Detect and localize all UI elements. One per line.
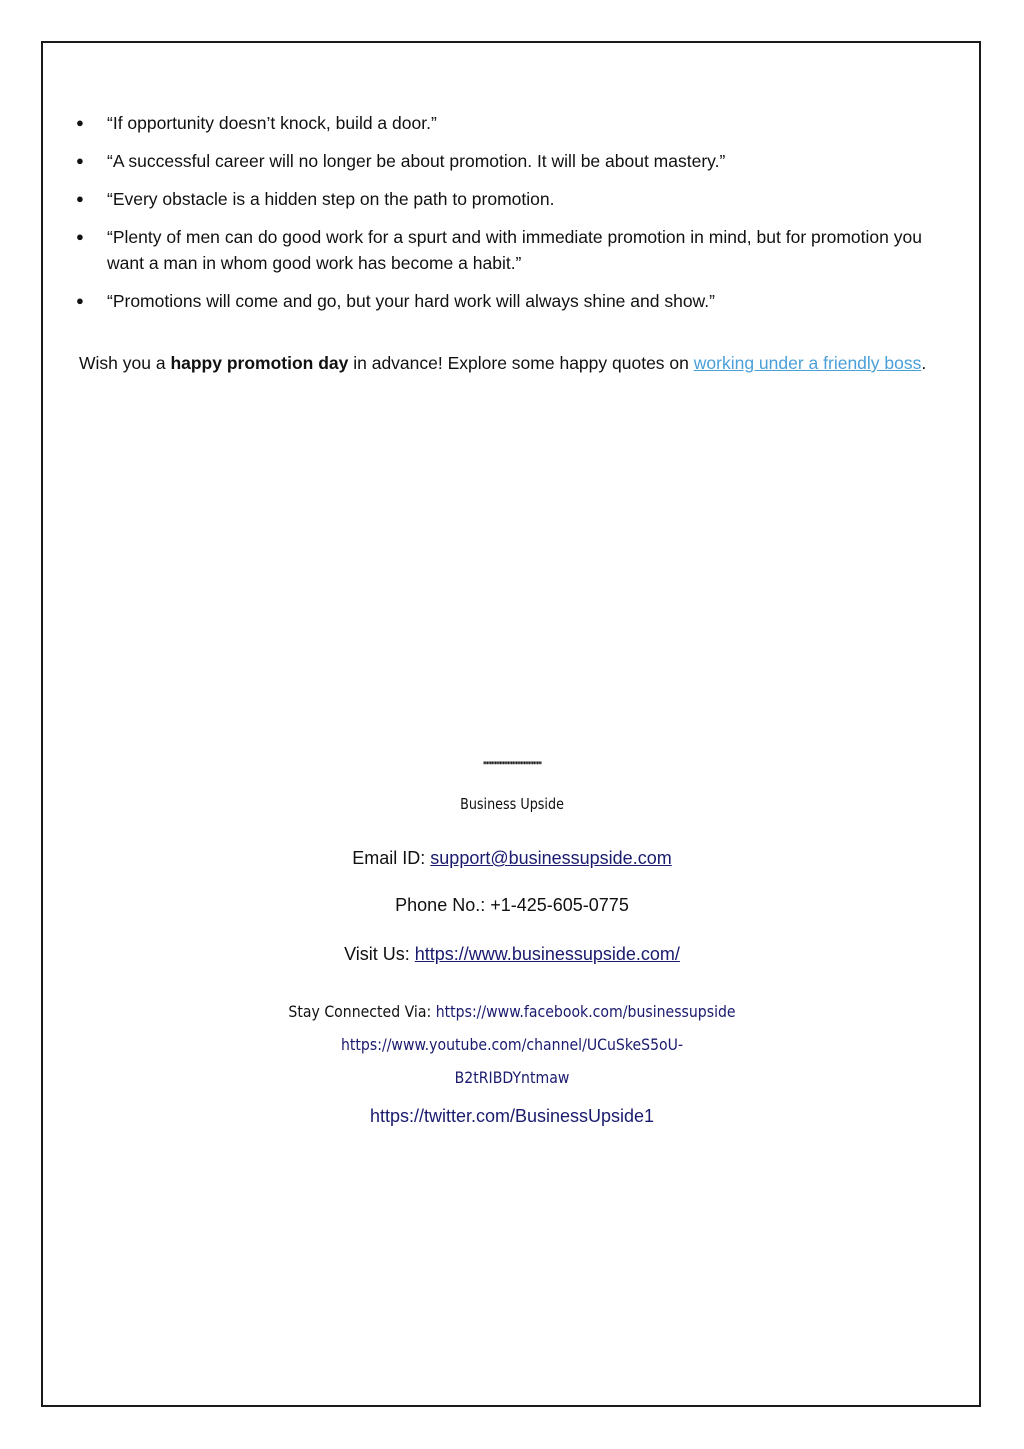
phone-row [0,895,1024,916]
bullet-icon: ● [76,115,84,130]
quote-text: “Plenty of men can do good work for a spurt and with immediate promotion in mind, but for promotion you want a man in whom good work has become a habit.” [107,227,922,273]
email-label: Email ID: [352,848,431,868]
website-link[interactable]: https://www.businessupside.com/ [414,944,680,964]
facebook-row [61,1002,962,1021]
wish-middle: in advance! Explore some happy quotes on [348,353,694,373]
wish-paragraph [79,350,927,376]
facebook-link[interactable]: https://www.facebook.com/businessupside [435,1002,736,1021]
friendly-boss-link[interactable]: working under a friendly boss [693,353,922,373]
twitter-link[interactable]: https://twitter.com/BusinessUpside1 [369,1106,655,1126]
email-row [0,848,1024,869]
company-name: Business Upside [460,795,564,813]
divider-marks: '''''''''''''''''''''''''''''''''''' [482,760,542,772]
stay-connected-label: Stay Connected Via: [288,1002,436,1021]
twitter-row [0,1106,1024,1127]
quote-item [76,186,922,212]
wish-suffix: . [921,353,927,373]
quote-item [76,110,922,136]
youtube-row-continued [61,1068,962,1087]
youtube-link-part2[interactable]: B2tRIBDYntmaw [454,1068,570,1087]
quote-text: “A successful career will no longer be about promotion. It will be about mastery.” [107,151,726,171]
quote-item [76,148,922,174]
youtube-link-part1[interactable]: https://www.youtube.com/channel/UCuSkeS5oU- [340,1035,684,1054]
wish-bold-text: happy promotion day [170,353,349,373]
youtube-row [61,1035,962,1054]
quote-text: “If opportunity doesn’t knock, build a door.” [107,113,437,133]
bullet-icon: ● [76,191,84,206]
bullet-icon: ● [76,229,84,244]
quote-item [76,224,922,276]
visit-label: Visit Us: [344,944,415,964]
wish-prefix: Wish you a [79,353,171,373]
quote-list [76,110,922,326]
quote-text: “Promotions will come and go, but your hard work will always shine and show.” [107,291,715,311]
bullet-icon: ● [76,153,84,168]
email-link[interactable]: support@businessupside.com [430,848,672,868]
phone-label: Phone No.: [395,895,491,915]
website-row [0,944,1024,965]
quote-item [76,288,922,314]
bullet-icon: ● [76,293,84,308]
quote-text: “Every obstacle is a hidden step on the path to promotion. [107,189,555,209]
phone-number: +1-425-605-0775 [490,895,629,915]
